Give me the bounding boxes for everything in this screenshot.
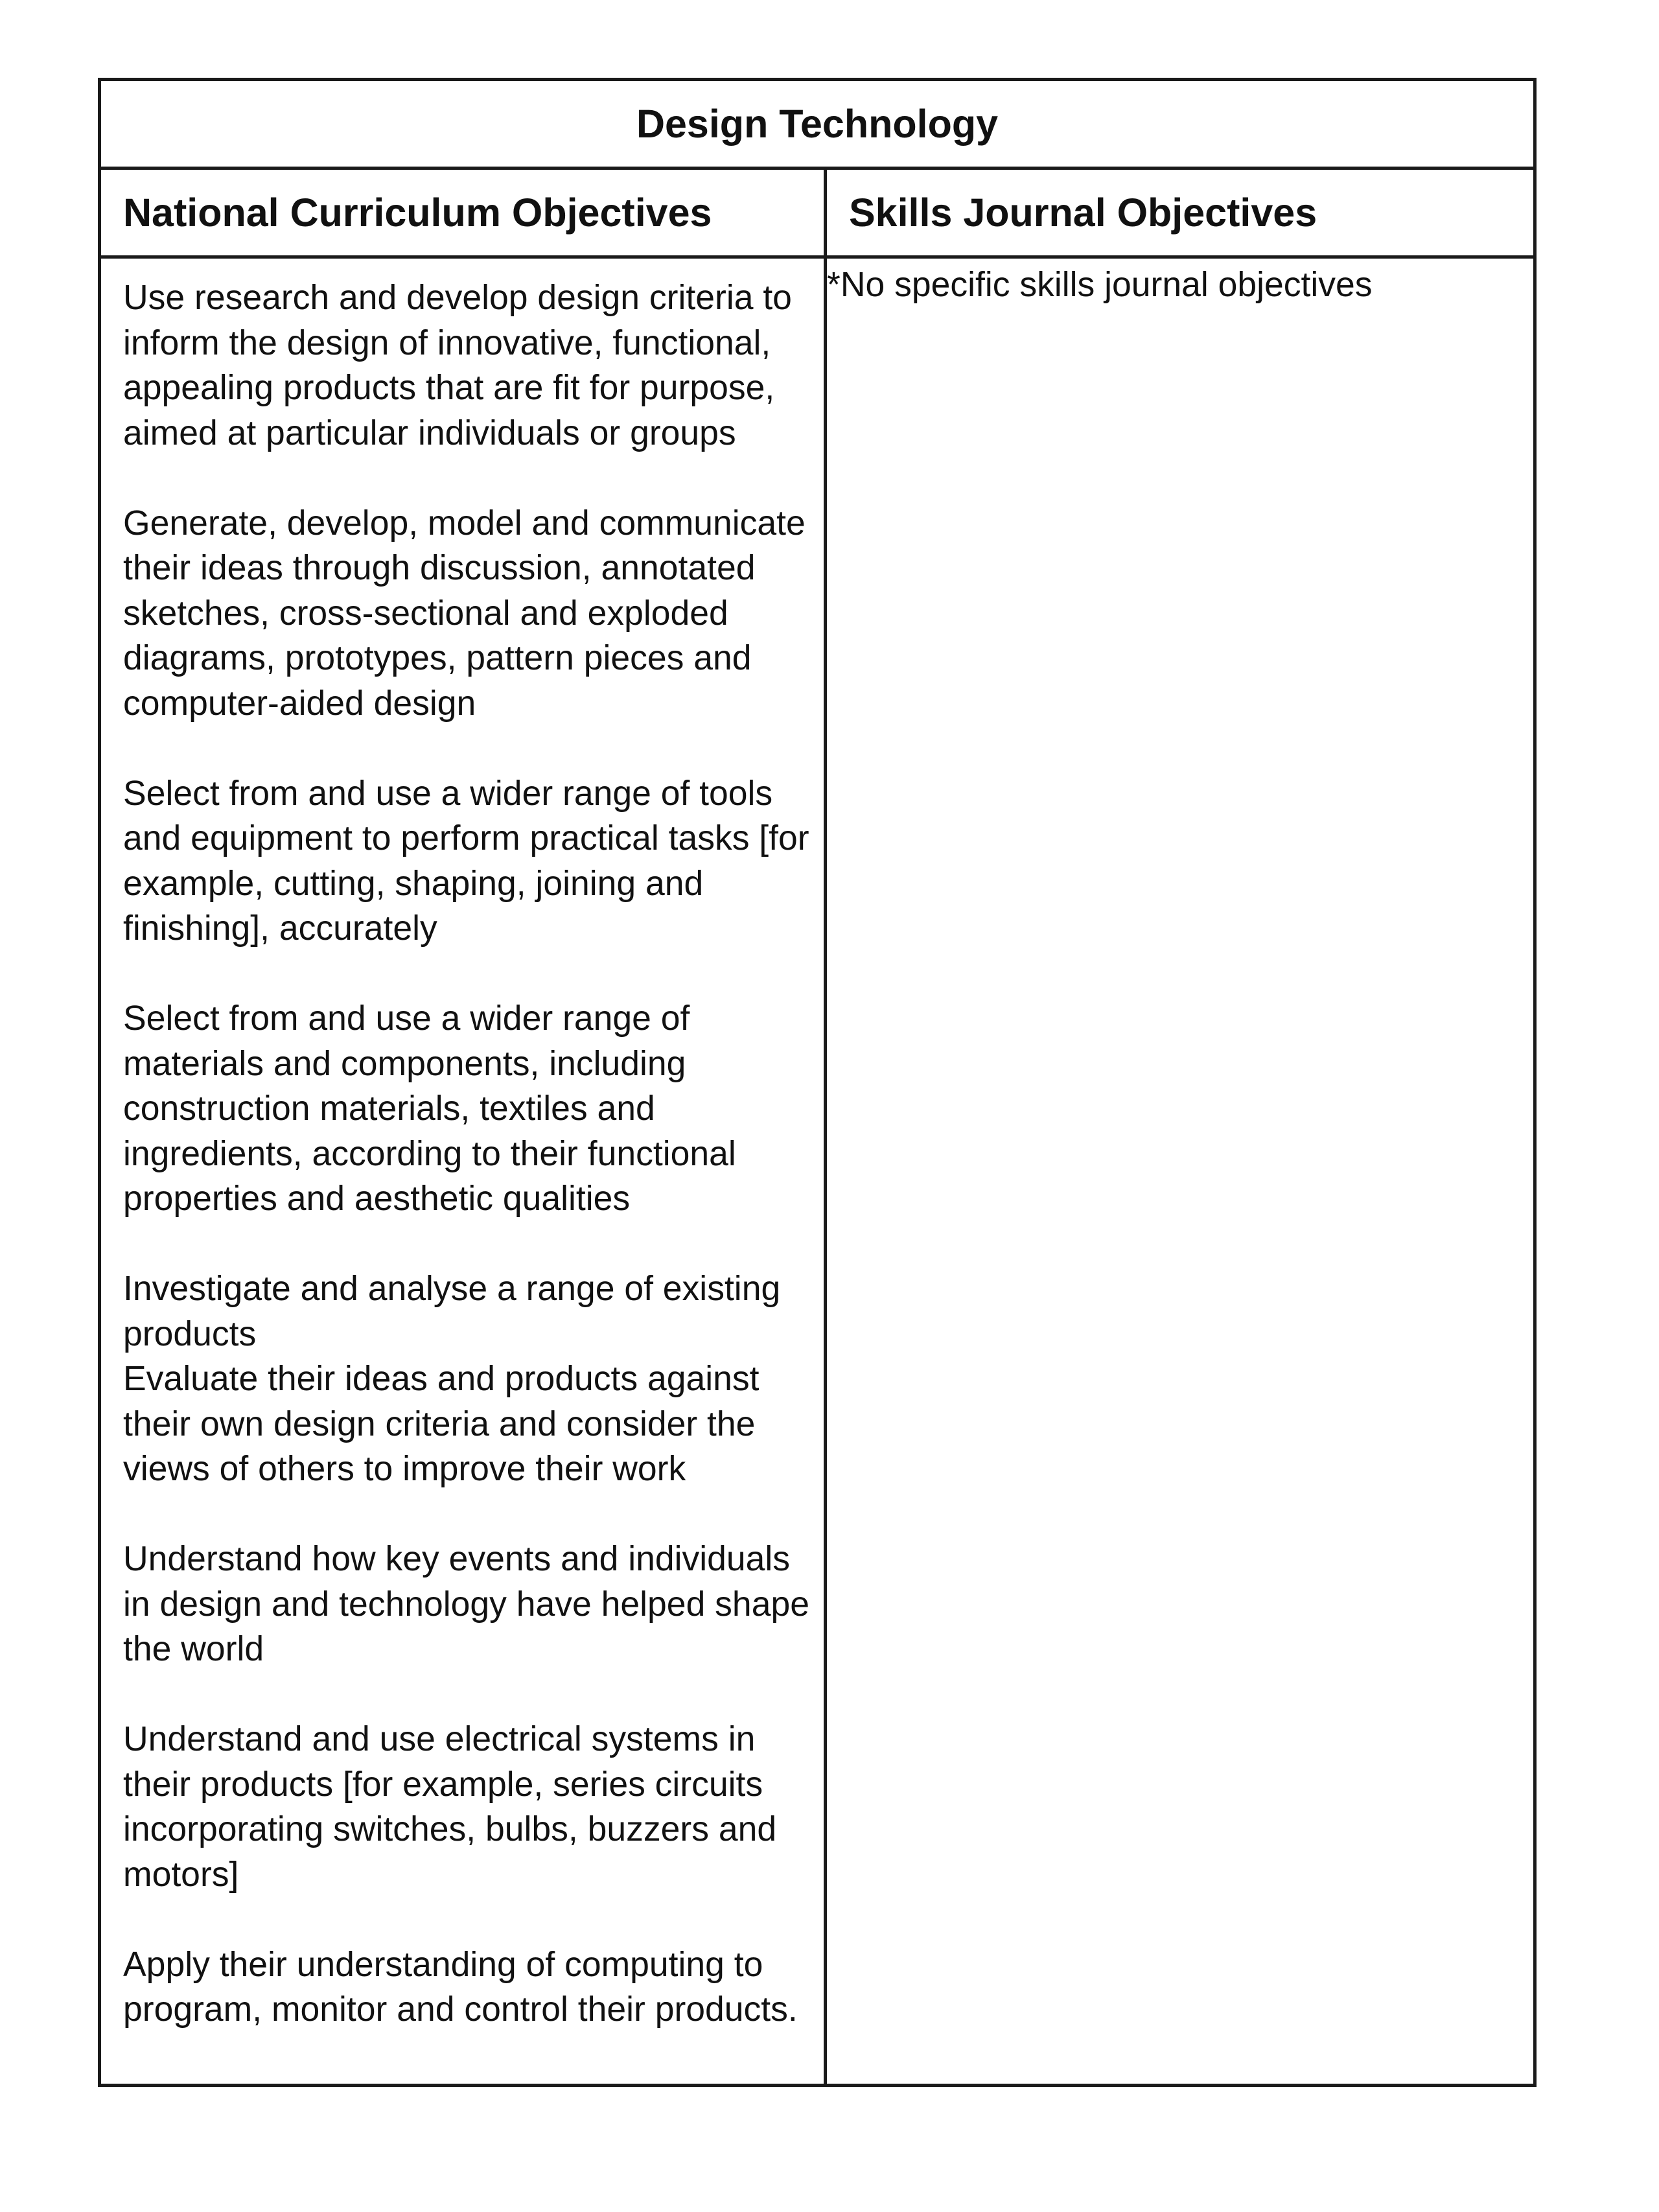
objectives-table bbox=[98, 78, 1537, 2087]
objective-item: Investigate and analyse a range of existing products bbox=[123, 1270, 781, 1353]
title-row bbox=[100, 80, 1535, 169]
table-title: Design Technology bbox=[100, 80, 1535, 169]
objective-item: Select from and use a wider range of tools and equipment to perform practical tasks [for example, cutting, shaping, joining and finishing], accurately bbox=[123, 774, 809, 948]
objective-item: Generate, develop, model and communicate their ideas through discussion, annotated sketches, cross-sectional and exploded diagrams, prototypes, pattern pieces and computer-aided design bbox=[123, 504, 806, 723]
national-curriculum-cell bbox=[100, 257, 826, 2086]
skills-journal-note: *No specific skills journal objectives bbox=[827, 266, 1373, 304]
skills-journal-cell bbox=[826, 257, 1535, 2086]
objective-item: Evaluate their ideas and products against their own design criteria and consider the views of others to improve their work bbox=[123, 1360, 760, 1488]
column-header-national-curriculum: National Curriculum Objectives bbox=[100, 169, 826, 257]
column-header-skills-journal: Skills Journal Objectives bbox=[826, 169, 1535, 257]
objective-item: Apply their understanding of computing to program, monitor and control their products. bbox=[123, 1945, 798, 2029]
objective-item: Understand how key events and individuals in design and technology have helped shape the world bbox=[123, 1540, 809, 1668]
body-row bbox=[100, 257, 1535, 2086]
objective-item: Select from and use a wider range of materials and components, including construction materials, textiles and ingredients, according to their functional properties and aesthetic qualities bbox=[123, 999, 736, 1218]
objective-item: Understand and use electrical systems in their products [for example, series circuits incorporating switches, bulbs, buzzers and motors] bbox=[123, 1720, 777, 1894]
objective-item: Use research and develop design criteria to inform the design of innovative, functional, appealing products that are fit for purpose, aimed at particular individuals or groups bbox=[123, 279, 792, 452]
header-row bbox=[100, 169, 1535, 257]
